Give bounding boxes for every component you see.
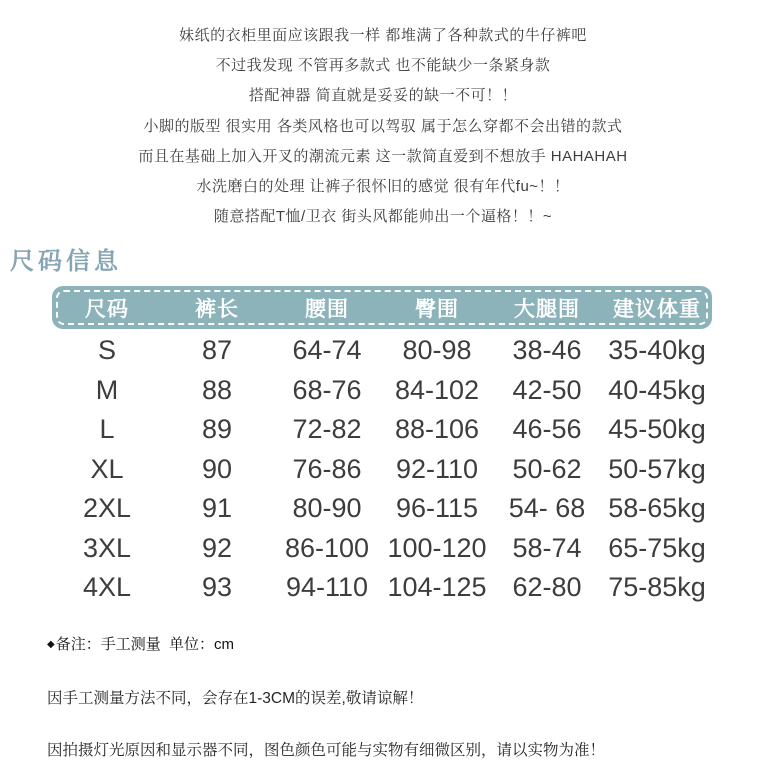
table-row-4xl [52,568,712,608]
weight-cell: 65-75kg [608,532,706,563]
weight-cell: 58-65kg [608,493,706,523]
size-table-body [52,331,712,608]
weight-cell: 35-40kg [608,335,706,365]
waist-cell: 76-86 [292,453,362,484]
thigh-cell: 38-46 [512,335,582,365]
product-description [0,21,766,232]
col-header-pant-length: 裤长 [195,297,239,321]
hip-cell: 104-125 [387,572,487,602]
table-row-xl [52,450,712,490]
hip-cell: 100-120 [387,532,487,563]
waist-cell: 86-100 [284,532,370,563]
remark-text: 备注：手工测量 单位：cm [55,636,235,653]
col-header-thigh: 大腿围 [514,297,580,321]
size-cell: M [95,374,119,405]
description-line: 水洗磨白的处理 让裤子很怀旧的感觉 很有年代fu~！！ [196,178,570,196]
col-header-hip: 臀围 [415,297,459,321]
weight-cell: 40-45kg [608,374,706,405]
thigh-cell: 54- 68 [508,493,586,523]
col-header-size: 尺码 [85,297,129,321]
hip-cell: 96-115 [395,493,479,523]
table-row-s [52,331,712,371]
col-header-weight: 建议体重 [613,297,701,321]
waist-cell: 72-82 [292,414,362,444]
size-cell: 2XL [82,493,132,523]
size-cell: XL [90,453,124,484]
length-cell: 89 [201,414,233,444]
waist-cell: 64-74 [292,335,362,365]
length-cell: 88 [201,374,233,405]
waist-cell: 80-90 [292,493,362,523]
description-line: 而且在基础上加入开叉的潮流元素 这一款简直爱到不想放手 HAHAHAH [138,147,628,165]
size-cell: S [97,335,116,365]
measurement-remark [47,633,234,654]
size-table [52,286,712,608]
table-row-2xl [52,489,712,529]
size-table-header-row [52,286,712,329]
description-line: 小脚的版型 很实用 各类风格也可以驾驭 属于怎么穿都不会出错的款式 [143,117,623,135]
weight-cell: 75-85kg [608,572,706,602]
hip-cell: 80-98 [402,335,472,365]
description-line: 搭配神器 简直就是妥妥的缺一不可！！ [248,87,518,105]
length-cell: 92 [201,532,233,563]
thigh-cell: 46-56 [512,414,582,444]
waist-cell: 68-76 [292,374,362,405]
thigh-cell: 42-50 [512,374,582,405]
size-cell: 4XL [82,572,132,602]
length-cell: 91 [201,493,233,523]
waist-cell: 94-110 [285,572,369,602]
weight-cell: 45-50kg [608,414,706,444]
length-cell: 90 [201,453,233,484]
description-line: 随意搭配T恤/卫衣 街头风都能帅出一个逼格！！~ [213,208,553,226]
thigh-cell: 62-80 [512,572,582,602]
color-disclaimer: 因拍摄灯光原因和显示器不同，图色颜色可能与实物有细微区别，请以实物为准！ [47,742,606,759]
size-info-heading: 尺码信息 [10,248,122,275]
hip-cell: 84-102 [394,374,480,405]
weight-cell: 50-57kg [608,453,706,484]
hip-cell: 88-106 [394,414,480,444]
thigh-cell: 58-74 [512,532,582,563]
hip-cell: 92-110 [395,453,479,484]
description-line: 不过我发现 不管再多款式 也不能缺少一条紧身款 [215,57,551,75]
col-header-waist: 腰围 [305,297,349,321]
size-cell: 3XL [82,532,132,563]
size-cell: L [99,414,115,444]
diamond-bullet-icon: ◆ [47,639,55,650]
table-row-3xl [52,529,712,569]
thigh-cell: 50-62 [512,453,582,484]
measurement-disclaimer: 因手工测量方法不同，会存在1-3CM的误差,敬请谅解！ [47,690,424,707]
table-row-m [52,371,712,411]
length-cell: 87 [201,335,233,365]
length-cell: 93 [201,572,233,602]
table-row-l [52,410,712,450]
description-line: 妹纸的衣柜里面应该跟我一样 都堆满了各种款式的牛仔裤吧 [179,27,587,44]
